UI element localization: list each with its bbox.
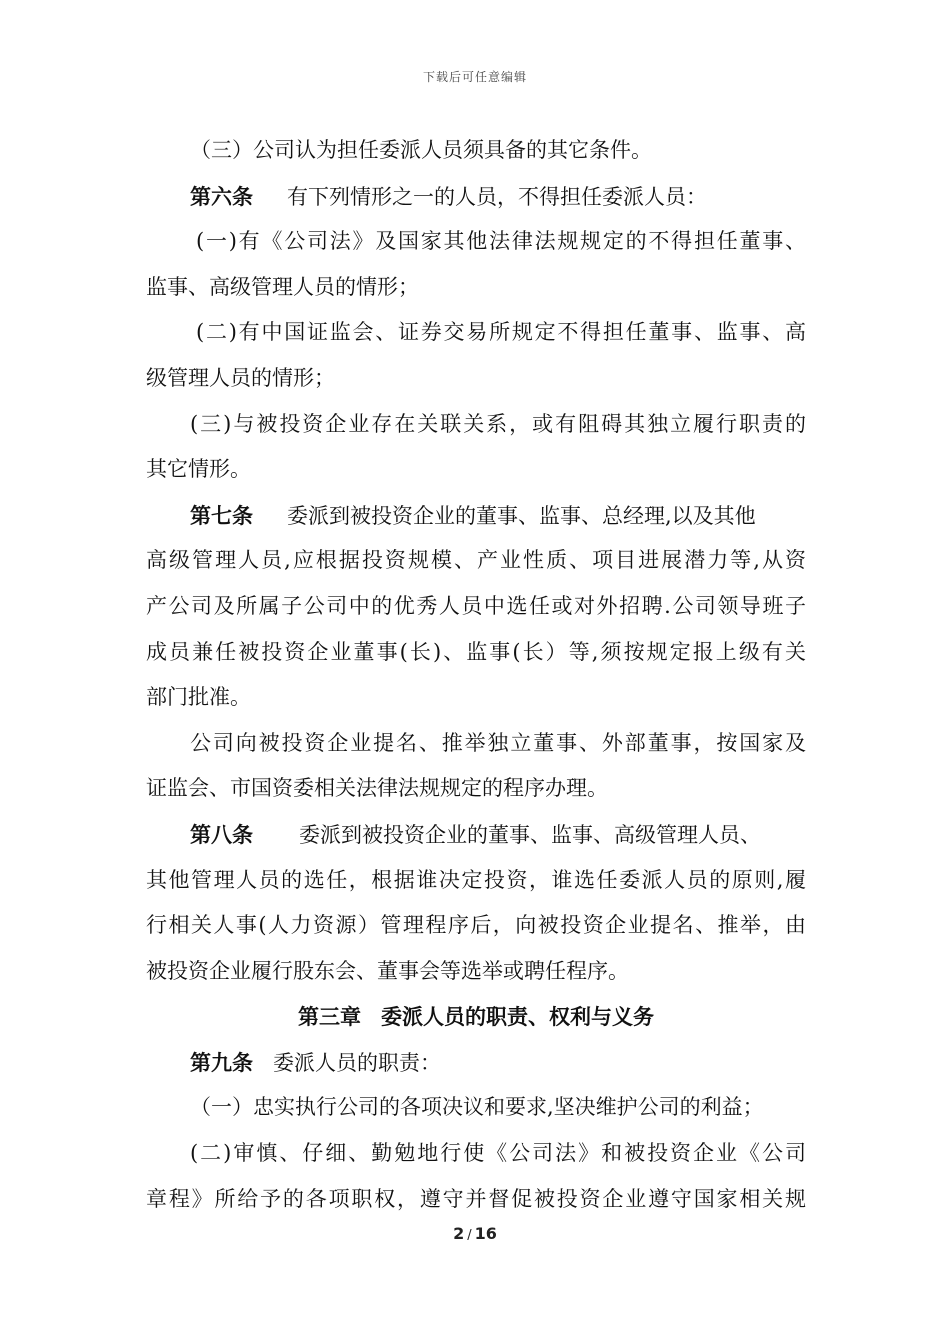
paragraph-line: (二)审慎、仔细、勤勉地行使《公司法》和被投资企业《公司 (190, 1141, 806, 1166)
article-9-line (146, 1040, 806, 1086)
paragraph-line: (二)有中国证监会、证券交易所规定不得担任董事、监事、高 (196, 320, 806, 345)
article-8-line (146, 812, 806, 858)
document-body (146, 128, 806, 1222)
article-6-line (146, 174, 806, 220)
paragraph-line: （一）忠实执行公司的各项决议和要求,坚决维护公司的利益； (190, 1095, 764, 1120)
paragraph-line: 公司向被投资企业提名、推举独立董事、外部董事，按国家及 (190, 730, 806, 755)
paragraph-line: （三）公司认为担任委派人员须具备的其它条件。 (190, 138, 652, 162)
chapter-title: 委派人员的职责、权利与义务 (381, 1004, 654, 1030)
paragraph-line: 证监会、市国资委相关法律法规规定的程序办理。 (146, 776, 608, 801)
paragraph-line: 行相关人事(人力资源）管理程序后，向被投资企业提名、推举，由 (146, 913, 806, 938)
paragraph-line: 其它情形。 (146, 457, 251, 482)
article-8-text: 委派到被投资企业的董事、监事、高级管理人员、 (299, 822, 761, 847)
article-9-text: 委派人员的职责： (273, 1050, 441, 1075)
paragraph-line: 成员兼任被投资企业董事(长)、监事(长）等,须按规定报上级有关 (146, 639, 806, 664)
paragraph-line: 监事、高级管理人员的情形； (146, 274, 419, 299)
article-6-text: 有下列情形之一的人员，不得担任委派人员： (287, 184, 707, 209)
chapter-number: 第三章 (298, 1004, 361, 1030)
article-6-title: 第六条 (190, 183, 253, 209)
chapter-heading (146, 994, 806, 1040)
article-7-line (146, 493, 806, 539)
header-note: 下载后可任意编辑 (422, 70, 527, 84)
paragraph-line: 章程》所给予的各项职权，遵守并督促被投资企业遵守国家相关规 (146, 1186, 806, 1211)
paragraph-line: 级管理人员的情形； (146, 365, 335, 390)
page-separator: / (467, 1228, 472, 1243)
paragraph-line: (一)有《公司法》及国家其他法律法规规定的不得担任董事、 (196, 229, 806, 254)
paragraph-line: 部门批准。 (146, 685, 251, 710)
article-7-title: 第七条 (190, 502, 253, 528)
page-number (0, 1224, 950, 1243)
article-8-title: 第八条 (190, 821, 253, 847)
current-page: 2 (453, 1224, 465, 1243)
paragraph-line: 高级管理人员,应根据投资规模、产业性质、项目进展潜力等,从资 (146, 548, 806, 573)
paragraph-line: 产公司及所属子公司中的优秀人员中选任或对外招聘.公司领导班子 (146, 593, 806, 618)
article-7-text: 委派到被投资企业的董事、监事、总经理,以及其他 (287, 503, 756, 528)
article-9-title: 第九条 (190, 1049, 253, 1075)
total-pages: 16 (474, 1224, 497, 1243)
paragraph-line: 被投资企业履行股东会、董事会等选举或聘任程序。 (146, 958, 629, 983)
paragraph-line: (三)与被投资企业存在关联关系，或有阻碍其独立履行职责的 (190, 411, 806, 436)
paragraph-line: 其他管理人员的选任，根据谁决定投资，谁选任委派人员的原则,履 (146, 867, 806, 892)
